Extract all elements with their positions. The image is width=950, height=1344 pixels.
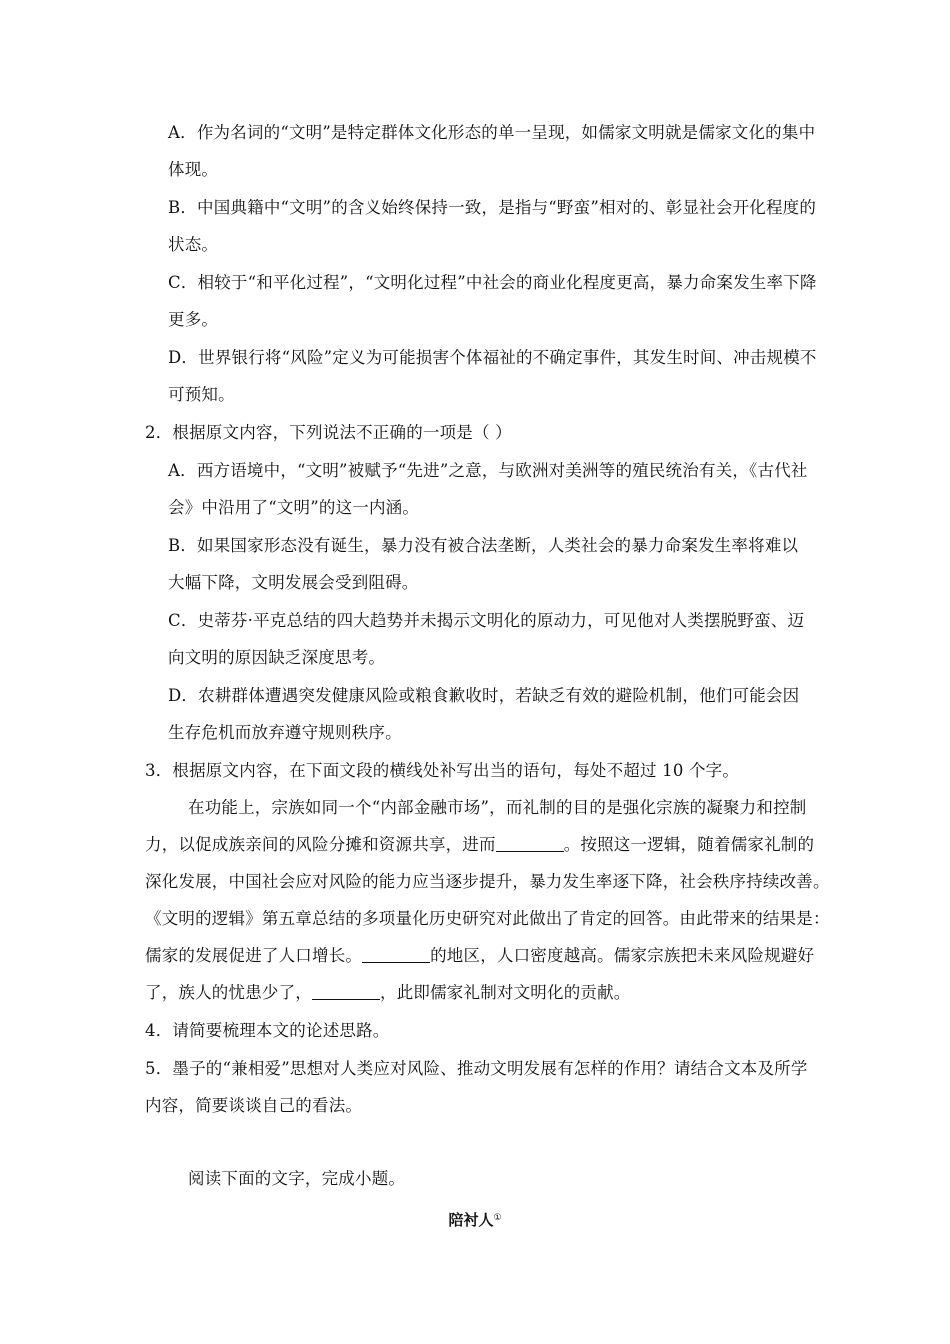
q3-passage-line5 bbox=[145, 945, 814, 967]
q3-passage-line1: 在功能上，宗族如同一个“内部金融市场”，而礼制的目的是强化宗族的凝聚力和控制 bbox=[188, 798, 807, 817]
q3-passage-line2-a: 力，以促成族亲间的风险分摊和资源共享，进而 bbox=[145, 835, 496, 854]
q1-option-b-line1: B．中国典籍中“文明”的含义始终保持一致，是指与“野蛮”相对的、彰显社会开化程度的 bbox=[168, 198, 817, 217]
q3-passage-line2-b: 。按照这一逻辑，随着儒家礼制的 bbox=[563, 835, 815, 854]
q3-passage-line5-b: 的地区，人口密度越高。儒家宗族把未来风险规避好 bbox=[430, 946, 815, 965]
q1-option-d-line1: D．世界银行将“风险”定义为可能损害个体福祉的不确定事件，其发生时间、冲击规模不 bbox=[168, 348, 817, 367]
reading-title bbox=[0, 1209, 950, 1231]
q3-passage-line3: 深化发展，中国社会应对风险的能力应当逐步提升，暴力发生率逐下降，社会秩序持续改善。 bbox=[145, 872, 830, 891]
q1-option-a-line2: 体现。 bbox=[168, 160, 219, 179]
q3-passage-line6-a: 了，族人的忧患少了， bbox=[145, 983, 312, 1002]
q2-stem: 2．根据原文内容，下列说法不正确的一项是（ ） bbox=[145, 423, 512, 442]
q5-stem-line2: 内容，简要谈谈自己的看法。 bbox=[145, 1096, 363, 1115]
q2-option-c-line1: C．史蒂芬·平克总结的四大趋势并未揭示文明化的原动力，可见他对人类摆脱野蛮、迈 bbox=[168, 611, 805, 630]
q3-passage-line4: 《文明的逻辑》第五章总结的多项量化历史研究对此做出了肯定的回答。由此带来的结果是： bbox=[145, 909, 830, 928]
q2-option-b-line1: B．如果国家形态没有诞生，暴力没有被合法垄断，人类社会的暴力命案发生率将难以 bbox=[168, 536, 799, 555]
q3-passage-line5-a: 儒家的发展促进了人口增长。 bbox=[145, 946, 363, 965]
q3-passage-line6-b: ，此即儒家礼制对文明化的贡献。 bbox=[380, 983, 631, 1002]
q3-stem: 3．根据原文内容，在下面文段的横线处补写出当的语句，每处不超过 10 个字。 bbox=[145, 761, 740, 780]
q2-option-d-line2: 生存危机而放弃遵守规则秩序。 bbox=[168, 723, 402, 742]
reading-title-text: 陪衬人 bbox=[448, 1211, 494, 1229]
q2-option-d-line1: D．农耕群体遭遇突发健康风险或粮食歉收时，若缺乏有效的避险机制，他们可能会因 bbox=[168, 686, 800, 705]
q1-option-c-line2: 更多。 bbox=[168, 310, 219, 329]
q2-option-c-line2: 向文明的原因缺乏深度思考。 bbox=[168, 648, 386, 667]
q5-stem-line1: 5．墨子的“兼相爱”思想对人类应对风险、推动文明发展有怎样的作用？请结合文本及所学 bbox=[145, 1059, 808, 1078]
q1-option-c-line1: C．相较于“和平化过程”，“文明化过程”中社会的商业化程度更高，暴力命案发生率下降 bbox=[168, 273, 817, 292]
q1-option-b-line2: 状态。 bbox=[168, 235, 219, 254]
q3-blank-1[interactable] bbox=[496, 835, 564, 852]
q3-blank-2[interactable] bbox=[362, 946, 430, 963]
q3-passage-line6 bbox=[145, 982, 631, 1004]
q3-blank-3[interactable] bbox=[312, 983, 380, 1000]
reading-title-footnote-mark: ① bbox=[493, 1213, 502, 1223]
q2-option-b-line2: 大幅下降，文明发展会受到阻碍。 bbox=[168, 573, 419, 592]
q2-option-a-line2: 会》中沿用了“文明”的这一内涵。 bbox=[168, 498, 420, 517]
q1-option-a-line1: A．作为名词的“文明”是特定群体文化形态的单一呈现，如儒家文明就是儒家文化的集中 bbox=[168, 123, 816, 142]
reading-instruction: 阅读下面的文字，完成小题。 bbox=[188, 1169, 406, 1188]
q3-passage-line2 bbox=[145, 834, 814, 856]
q4-stem: 4．请简要梳理本文的论述思路。 bbox=[145, 1021, 390, 1040]
q1-option-d-line2: 可预知。 bbox=[168, 385, 235, 404]
q2-option-a-line1: A．西方语境中，“文明”被赋予“先进”之意，与欧洲对美洲等的殖民统治有关，《古代社 bbox=[168, 461, 808, 480]
